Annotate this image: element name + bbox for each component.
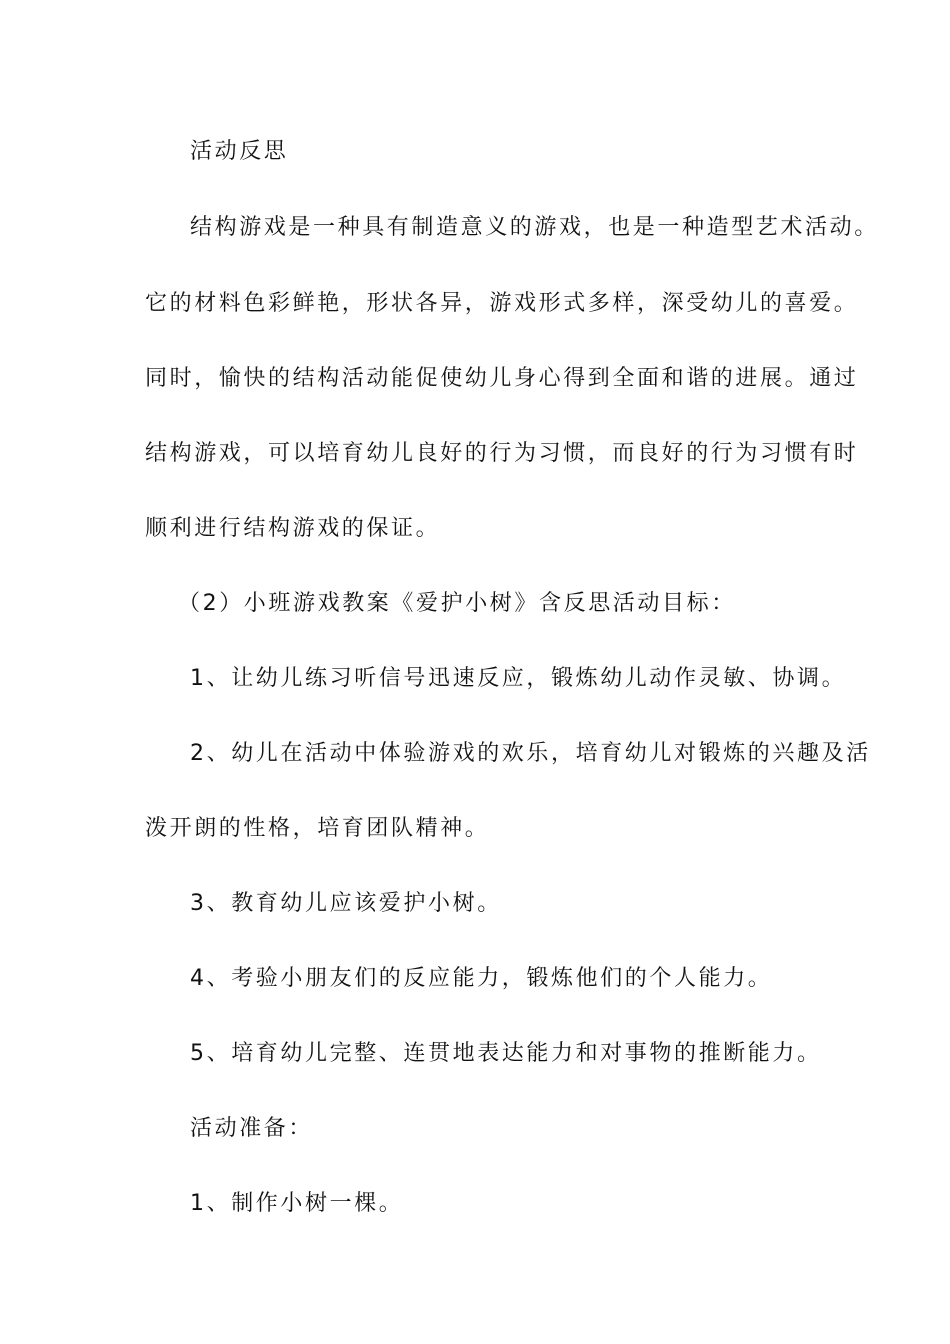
list-item-continuation: 泼开朗的性格，培育团队精神。 [145,816,490,841]
paragraph-line: 结构游戏是一种具有制造意义的游戏，也是一种造型艺术活动。 [190,215,879,240]
list-item: 1、制作小树一棵。 [190,1191,404,1216]
list-item: 4、考验小朋友们的反应能力，锻炼他们的个人能力。 [190,966,773,991]
list-item: 3、教育幼儿应该爱护小树。 [190,891,502,916]
section-heading-lesson-goals: （2）小班游戏教案《爱护小树》含反思活动目标： [178,591,736,616]
list-item: 2、幼儿在活动中体验游戏的欢乐，培育幼儿对锻炼的兴趣及活 [190,741,871,766]
paragraph-line: 同时，愉快的结构活动能促使幼儿身心得到全面和谐的进展。通过 [145,366,859,391]
section-heading-preparation: 活动准备： [190,1116,314,1141]
list-item: 1、让幼儿练习听信号迅速反应，锻炼幼儿动作灵敏、协调。 [190,666,847,691]
paragraph-line: 结构游戏，可以培育幼儿良好的行为习惯，而良好的行为习惯有时 [145,441,859,466]
list-item: 5、培育幼儿完整、连贯地表达能力和对事物的推断能力。 [190,1041,822,1066]
paragraph-line: 它的材料色彩鲜艳，形状各异，游戏形式多样，深受幼儿的喜爱。 [145,291,859,316]
section-heading-reflection: 活动反思 [190,139,289,164]
paragraph-line: 顺利进行结构游戏的保证。 [145,516,441,541]
